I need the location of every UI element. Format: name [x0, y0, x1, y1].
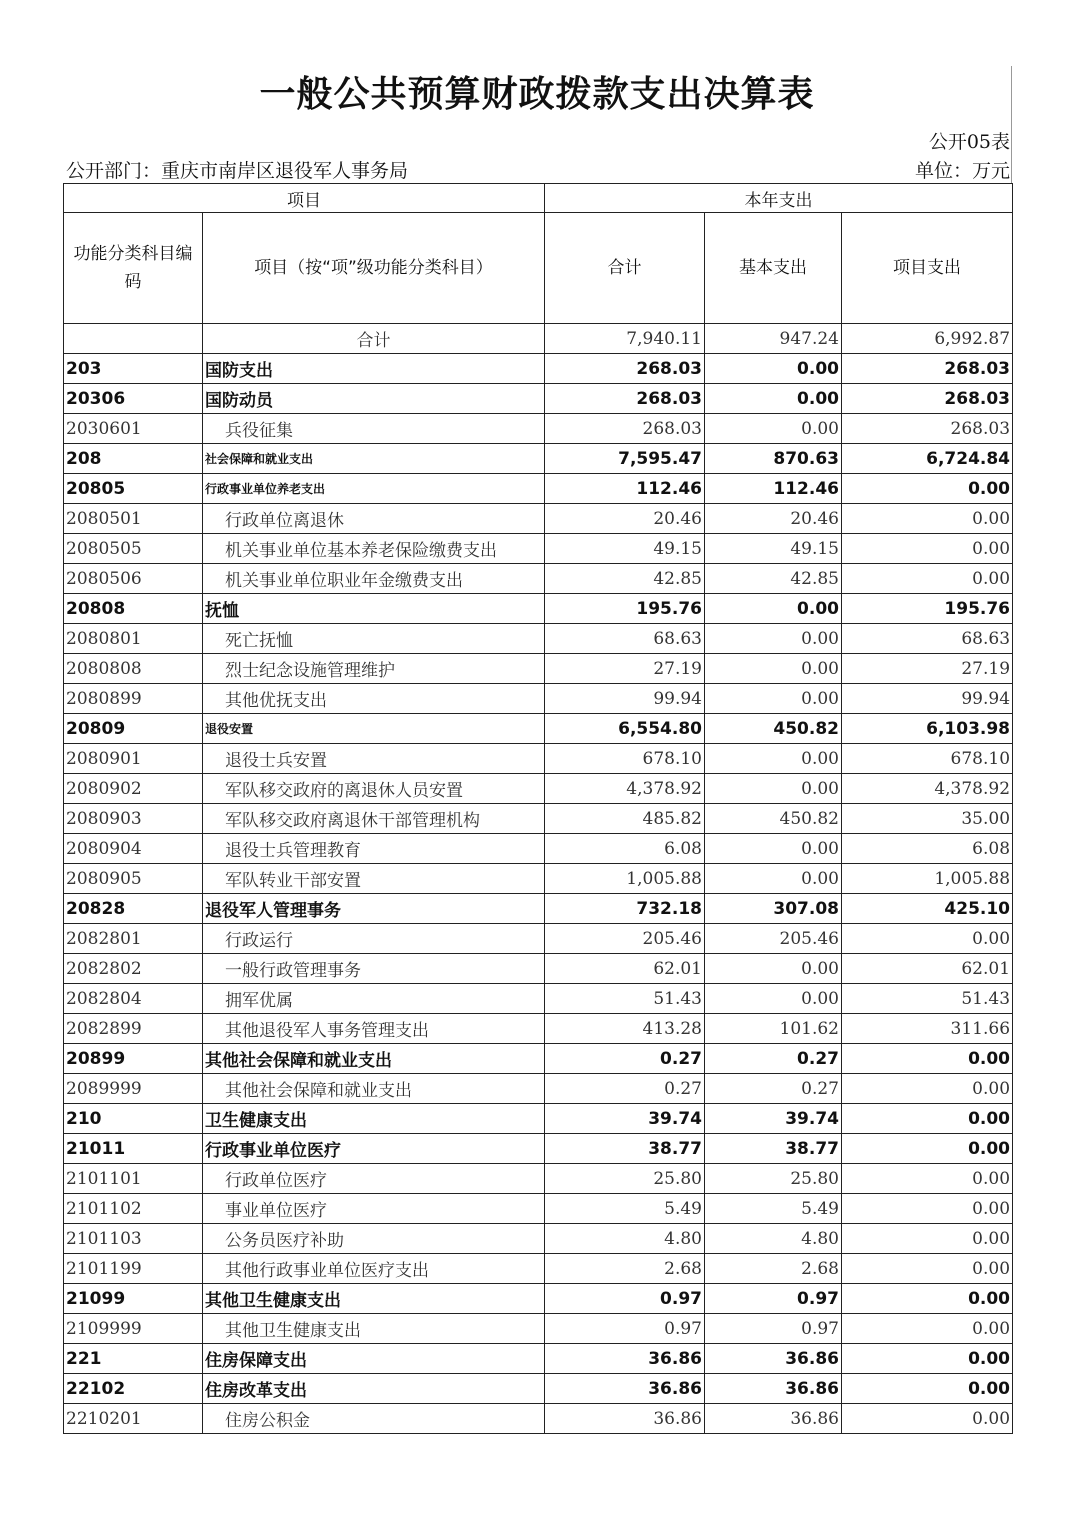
row-total: 0.27: [545, 1074, 705, 1104]
row-code: 21099: [64, 1284, 203, 1314]
row-name: 退役士兵管理教育: [203, 834, 545, 864]
table-row: [64, 714, 1013, 744]
row-total: 25.80: [545, 1164, 705, 1194]
row-basic: 0.97: [705, 1314, 842, 1344]
row-total: 4.80: [545, 1224, 705, 1254]
table-row: [64, 834, 1013, 864]
row-basic: 0.00: [705, 954, 842, 984]
row-code: 20805: [64, 474, 203, 504]
row-name: 机关事业单位职业年金缴费支出: [203, 564, 545, 594]
row-code: 20808: [64, 594, 203, 624]
table-row: [64, 534, 1013, 564]
row-project: 6,103.98: [842, 714, 1013, 744]
row-code: 2080903: [64, 804, 203, 834]
table-row: [64, 384, 1013, 414]
table-row: [64, 1104, 1013, 1134]
table-row: [64, 894, 1013, 924]
table-number: 公开05表: [928, 131, 1010, 153]
row-basic: 36.86: [705, 1404, 842, 1434]
row-project: 0.00: [842, 924, 1013, 954]
row-name: 一般行政管理事务: [203, 954, 545, 984]
row-code: 221: [64, 1344, 203, 1374]
row-name: 其他行政事业单位医疗支出: [203, 1254, 545, 1284]
row-code: 2080901: [64, 744, 203, 774]
row-name: 行政事业单位养老支出: [203, 474, 545, 504]
row-code: 2101199: [64, 1254, 203, 1284]
row-project: 0.00: [842, 1104, 1013, 1134]
row-project: 4,378.92: [842, 774, 1013, 804]
row-basic: 36.86: [705, 1344, 842, 1374]
row-total: 732.18: [545, 894, 705, 924]
row-total: 7,595.47: [545, 444, 705, 474]
row-code: 22102: [64, 1374, 203, 1404]
row-project: 268.03: [842, 384, 1013, 414]
row-basic: 0.00: [705, 864, 842, 894]
row-project: 0.00: [842, 1284, 1013, 1314]
table-row: [64, 954, 1013, 984]
row-project: 195.76: [842, 594, 1013, 624]
row-name: 烈士纪念设施管理维护: [203, 654, 545, 684]
row-name: 抚恤: [203, 594, 545, 624]
row-code: 2080904: [64, 834, 203, 864]
row-code: 203: [64, 354, 203, 384]
row-project: 425.10: [842, 894, 1013, 924]
row-total: 27.19: [545, 654, 705, 684]
row-basic: 0.00: [705, 834, 842, 864]
table-row: [64, 1134, 1013, 1164]
header-name: 项目（按“项”级功能分类科目）: [203, 213, 545, 324]
row-total: 39.74: [545, 1104, 705, 1134]
table-row: [64, 1344, 1013, 1374]
table-row: [64, 984, 1013, 1014]
row-total: 485.82: [545, 804, 705, 834]
row-project: 0.00: [842, 1044, 1013, 1074]
row-code: 20828: [64, 894, 203, 924]
row-name: 军队转业干部安置: [203, 864, 545, 894]
row-name: 兵役征集: [203, 414, 545, 444]
row-name: 拥军优属: [203, 984, 545, 1014]
row-total: 38.77: [545, 1134, 705, 1164]
row-total: 6.08: [545, 834, 705, 864]
row-code: 2210201: [64, 1404, 203, 1434]
row-name: 事业单位医疗: [203, 1194, 545, 1224]
row-name: 死亡抚恤: [203, 624, 545, 654]
row-code: 2030601: [64, 414, 203, 444]
table-row: [64, 1314, 1013, 1344]
row-total: 4,378.92: [545, 774, 705, 804]
row-code: 210: [64, 1104, 203, 1134]
row-total: 99.94: [545, 684, 705, 714]
row-total: 268.03: [545, 414, 705, 444]
table-body: [64, 324, 1013, 1434]
row-name: 其他卫生健康支出: [203, 1314, 545, 1344]
table-row: [64, 1254, 1013, 1284]
row-name: 国防支出: [203, 354, 545, 384]
table-row: [64, 864, 1013, 894]
row-project: 99.94: [842, 684, 1013, 714]
row-total: 0.97: [545, 1284, 705, 1314]
table-row: [64, 414, 1013, 444]
row-code: 2080902: [64, 774, 203, 804]
row-basic: 307.08: [705, 894, 842, 924]
table-row: [64, 654, 1013, 684]
header-current-year: 本年支出: [545, 184, 1013, 213]
row-basic: 450.82: [705, 714, 842, 744]
row-code: [64, 324, 203, 354]
expenditure-table: [63, 183, 1013, 1434]
row-project: 1,005.88: [842, 864, 1013, 894]
row-total: 678.10: [545, 744, 705, 774]
row-name: 卫生健康支出: [203, 1104, 545, 1134]
row-total: 68.63: [545, 624, 705, 654]
header-project: 项目: [64, 184, 545, 213]
row-basic: 0.27: [705, 1074, 842, 1104]
row-name: 合计: [203, 324, 545, 354]
row-project: 27.19: [842, 654, 1013, 684]
row-name: 公务员医疗补助: [203, 1224, 545, 1254]
unit-label: 单位：万元: [914, 160, 1010, 182]
row-total: 413.28: [545, 1014, 705, 1044]
department-label: 公开部门：重庆市南岸区退役军人事务局: [66, 160, 409, 182]
row-basic: 0.00: [705, 984, 842, 1014]
row-code: 2082801: [64, 924, 203, 954]
table-row: [64, 444, 1013, 474]
table-row: [64, 594, 1013, 624]
row-total: 51.43: [545, 984, 705, 1014]
row-name: 退役士兵安置: [203, 744, 545, 774]
row-project: 678.10: [842, 744, 1013, 774]
row-project: 6,724.84: [842, 444, 1013, 474]
row-basic: 0.00: [705, 594, 842, 624]
row-code: 2080506: [64, 564, 203, 594]
table-row: [64, 1284, 1013, 1314]
table-row: [64, 744, 1013, 774]
row-name: 军队移交政府离退休干部管理机构: [203, 804, 545, 834]
row-name: 其他退役军人事务管理支出: [203, 1014, 545, 1044]
row-total: 2.68: [545, 1254, 705, 1284]
row-basic: 2.68: [705, 1254, 842, 1284]
row-code: 2080808: [64, 654, 203, 684]
row-name: 住房保障支出: [203, 1344, 545, 1374]
row-name: 行政运行: [203, 924, 545, 954]
row-basic: 0.00: [705, 384, 842, 414]
row-name: 退役安置: [203, 714, 545, 744]
row-code: 21011: [64, 1134, 203, 1164]
row-total: 36.86: [545, 1404, 705, 1434]
row-project: 311.66: [842, 1014, 1013, 1044]
row-code: 208: [64, 444, 203, 474]
row-total: 36.86: [545, 1374, 705, 1404]
row-code: 2101102: [64, 1194, 203, 1224]
row-project: 0.00: [842, 534, 1013, 564]
table-row: [64, 324, 1013, 354]
table-row: [64, 504, 1013, 534]
table-row: [64, 774, 1013, 804]
row-project: 6,992.87: [842, 324, 1013, 354]
row-total: 5.49: [545, 1194, 705, 1224]
row-basic: 0.27: [705, 1044, 842, 1074]
row-basic: 39.74: [705, 1104, 842, 1134]
row-project: 35.00: [842, 804, 1013, 834]
row-name: 住房公积金: [203, 1404, 545, 1434]
row-project: 268.03: [842, 414, 1013, 444]
row-total: 42.85: [545, 564, 705, 594]
table-row: [64, 1044, 1013, 1074]
row-project: 0.00: [842, 1194, 1013, 1224]
row-project: 0.00: [842, 1134, 1013, 1164]
row-basic: 0.00: [705, 684, 842, 714]
row-project: 0.00: [842, 1164, 1013, 1194]
row-code: 2101103: [64, 1224, 203, 1254]
row-project: 68.63: [842, 624, 1013, 654]
row-basic: 49.15: [705, 534, 842, 564]
row-total: 0.27: [545, 1044, 705, 1074]
table-row: [64, 804, 1013, 834]
header-code: 功能分类科目编码: [64, 213, 203, 324]
row-basic: 112.46: [705, 474, 842, 504]
row-project: 0.00: [842, 1404, 1013, 1434]
row-name: 军队移交政府的离退休人员安置: [203, 774, 545, 804]
table-row: [64, 1194, 1013, 1224]
table-row: [64, 924, 1013, 954]
header-total: 合计: [545, 213, 705, 324]
row-total: 1,005.88: [545, 864, 705, 894]
row-total: 205.46: [545, 924, 705, 954]
row-basic: 0.00: [705, 624, 842, 654]
row-code: 2080505: [64, 534, 203, 564]
row-project: 0.00: [842, 504, 1013, 534]
table-row: [64, 1164, 1013, 1194]
row-name: 其他优抚支出: [203, 684, 545, 714]
row-project: 0.00: [842, 1344, 1013, 1374]
row-total: 7,940.11: [545, 324, 705, 354]
row-code: 2089999: [64, 1074, 203, 1104]
row-basic: 5.49: [705, 1194, 842, 1224]
row-total: 112.46: [545, 474, 705, 504]
row-basic: 0.00: [705, 654, 842, 684]
row-code: 2080501: [64, 504, 203, 534]
row-code: 20306: [64, 384, 203, 414]
table-row: [64, 564, 1013, 594]
row-project: 0.00: [842, 1224, 1013, 1254]
row-project: 62.01: [842, 954, 1013, 984]
row-code: 2082802: [64, 954, 203, 984]
row-name: 国防动员: [203, 384, 545, 414]
table-row: [64, 1224, 1013, 1254]
row-basic: 0.00: [705, 774, 842, 804]
row-code: 20809: [64, 714, 203, 744]
row-code: 2080899: [64, 684, 203, 714]
row-basic: 42.85: [705, 564, 842, 594]
table-row: [64, 1374, 1013, 1404]
row-project: 0.00: [842, 1314, 1013, 1344]
page-title: 一般公共预算财政拨款支出决算表: [259, 74, 815, 115]
row-total: 0.97: [545, 1314, 705, 1344]
row-basic: 101.62: [705, 1014, 842, 1044]
row-name: 行政单位离退休: [203, 504, 545, 534]
row-code: 2101101: [64, 1164, 203, 1194]
row-basic: 450.82: [705, 804, 842, 834]
row-code: 2080801: [64, 624, 203, 654]
row-code: 2082899: [64, 1014, 203, 1044]
row-basic: 870.63: [705, 444, 842, 474]
row-project: 0.00: [842, 1254, 1013, 1284]
row-code: 2109999: [64, 1314, 203, 1344]
table-row: [64, 474, 1013, 504]
row-total: 195.76: [545, 594, 705, 624]
row-name: 退役军人管理事务: [203, 894, 545, 924]
row-basic: 0.00: [705, 414, 842, 444]
row-total: 6,554.80: [545, 714, 705, 744]
row-basic: 0.97: [705, 1284, 842, 1314]
row-basic: 0.00: [705, 744, 842, 774]
row-total: 268.03: [545, 354, 705, 384]
row-project: 6.08: [842, 834, 1013, 864]
row-basic: 36.86: [705, 1374, 842, 1404]
table-row: [64, 1404, 1013, 1434]
row-total: 62.01: [545, 954, 705, 984]
row-basic: 38.77: [705, 1134, 842, 1164]
row-total: 20.46: [545, 504, 705, 534]
row-basic: 947.24: [705, 324, 842, 354]
row-project: 0.00: [842, 474, 1013, 504]
table-row: [64, 354, 1013, 384]
row-total: 268.03: [545, 384, 705, 414]
table-row: [64, 624, 1013, 654]
row-project: 0.00: [842, 1074, 1013, 1104]
row-name: 其他社会保障和就业支出: [203, 1074, 545, 1104]
row-project: 0.00: [842, 564, 1013, 594]
header-project-exp: 项目支出: [842, 213, 1013, 324]
row-name: 其他社会保障和就业支出: [203, 1044, 545, 1074]
table-row: [64, 1074, 1013, 1104]
row-project: 51.43: [842, 984, 1013, 1014]
row-code: 2082804: [64, 984, 203, 1014]
row-basic: 20.46: [705, 504, 842, 534]
row-code: 2080905: [64, 864, 203, 894]
row-name: 行政事业单位医疗: [203, 1134, 545, 1164]
row-basic: 0.00: [705, 354, 842, 384]
row-name: 社会保障和就业支出: [203, 444, 545, 474]
row-name: 行政单位医疗: [203, 1164, 545, 1194]
row-project: 268.03: [842, 354, 1013, 384]
row-total: 49.15: [545, 534, 705, 564]
row-total: 36.86: [545, 1344, 705, 1374]
table-row: [64, 684, 1013, 714]
table-row: [64, 1014, 1013, 1044]
row-basic: 4.80: [705, 1224, 842, 1254]
row-code: 20899: [64, 1044, 203, 1074]
row-name: 机关事业单位基本养老保险缴费支出: [203, 534, 545, 564]
row-basic: 25.80: [705, 1164, 842, 1194]
row-basic: 205.46: [705, 924, 842, 954]
header-basic: 基本支出: [705, 213, 842, 324]
row-name: 住房改革支出: [203, 1374, 545, 1404]
row-project: 0.00: [842, 1374, 1013, 1404]
row-name: 其他卫生健康支出: [203, 1284, 545, 1314]
